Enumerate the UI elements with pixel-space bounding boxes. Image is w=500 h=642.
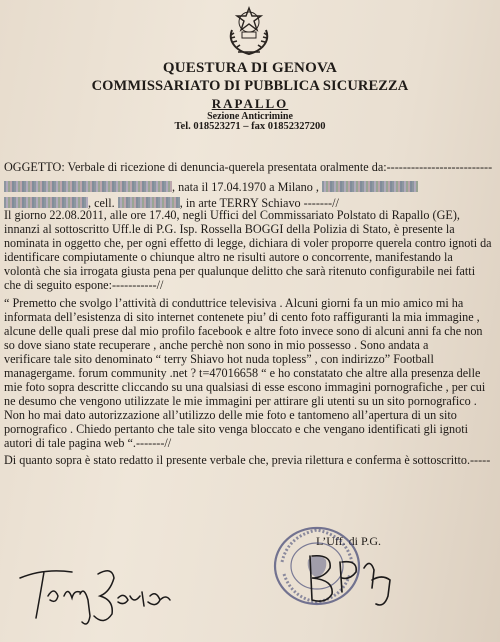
statement-line: verificare tale sito denominato “ terry Shiavo hot nuda topless” , con indirizzo” Football — [4, 352, 434, 366]
statement-line: volontà che sia irrogata giusta pena per qualunque delitto che sarà ritenuto configurabile nei fatti — [4, 264, 476, 278]
statement-line: nominata in oggetto che, per ogni effetto di legge, dichiara di voler proporre querela contro ignoti da — [4, 236, 492, 250]
office-title: QUESTURA DI GENOVA — [162, 60, 338, 76]
republic-emblem-icon — [224, 2, 274, 58]
department-title: COMMISSARIATO DI PUBBLICA SICUREZZA — [91, 78, 409, 94]
statement-line: Di quanto sopra è stato redatto il presente verbale che, previa rilettura e conferma è sottoscritto.----- — [4, 453, 491, 467]
redacted-name — [4, 181, 172, 192]
redacted-phone — [118, 197, 180, 208]
redacted-residence — [4, 197, 88, 208]
subject-line-2 — [4, 180, 418, 194]
statement-line: mie foto sopra descritte cliccando su una qualsiasi di esse escono immagini pornografiche , per cui — [4, 380, 486, 394]
subject-line-1: OGGETTO: Verbale di ricezione di denuncia-querela presentata oralmente da:-------------------------- — [4, 160, 493, 174]
officer-signature-icon — [300, 548, 410, 610]
statement-line: Non ho mai dato autorizzazione all’utilizzo delle mie foto e tantomeno all’apertura di un sito — [4, 408, 457, 422]
statement-line: autori di tale pagina web “.-------// — [4, 436, 172, 450]
statement-line: managergame. forum community .net ? t=47016658 “ e ho constatato che altre alla presenza delle — [4, 366, 481, 380]
redacted-address — [322, 181, 418, 192]
section-label: Sezione Anticrimine — [207, 111, 293, 122]
complainant-signature-icon — [14, 556, 174, 634]
statement-line: pornografico . Chiedo pertanto che tale sito venga bloccato e che vengano identificati gli ignoti — [4, 422, 468, 436]
statement-line: Il giorno 22.08.2011, alle ore 17.40, negli Uffici del Commissariato Polstato di Rapallo (GE), — [4, 208, 460, 222]
statement-line: “ Premetto che svolgo l’attività di conduttrice televisiva . Alcuni giorni fa un mio amico mi ha — [4, 296, 464, 310]
statement-line: ne desumo che vengono utilizzate le mie immagini per attirare gli utenti su un sito pornografico . — [4, 394, 477, 408]
statement-line: so dove siano state recuperare , anche perchè non sono in mio possesso . Sono andata a — [4, 338, 429, 352]
statement-line: alcune delle quali prese dal mio profilo facebook e altre foto invece sono di alcuni anni fa che non — [4, 324, 483, 338]
birth-info: , nata il 17.04.1970 a Milano , — [172, 180, 319, 194]
statement-line: informata dell’esistenza di sito internet contenete piu’ di cento foto raffiguranti la mia immagine , — [4, 310, 480, 324]
city-title: RAPALLO — [211, 96, 289, 111]
statement-line: identificare compiutamente o chiunque altro ne risulti autore o concorrente, manifestando la — [4, 250, 453, 264]
statement-line: che di seguito espone:-----------// — [4, 278, 164, 292]
contacts-line: Tel. 018523271 – fax 01852327200 — [174, 121, 326, 132]
officer-label: L’Uff. di P.G. — [316, 534, 382, 548]
cell-label: , cell. — [88, 196, 115, 210]
stage-name: , in arte TERRY Schiavo -------// — [179, 196, 339, 210]
statement-line: innanzi al sottoscritto Uff.le di P.G. Isp. Rossella BOGGI della Polizia di Stato, è presente la — [4, 222, 455, 236]
